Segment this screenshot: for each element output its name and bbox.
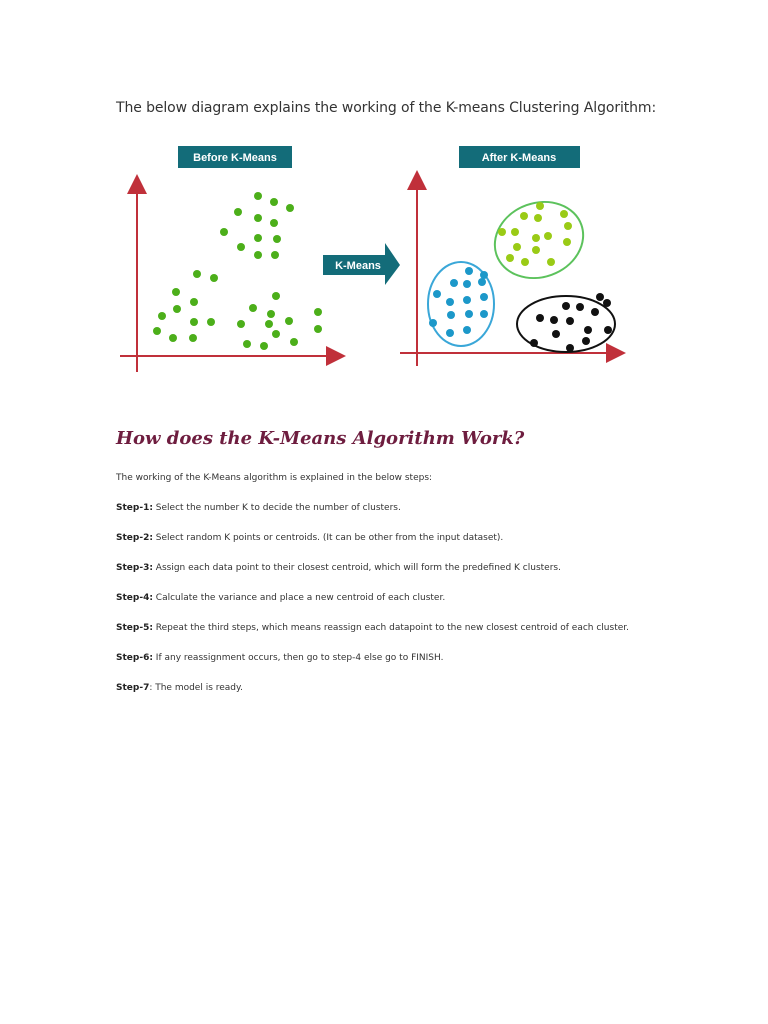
step-4	[116, 593, 445, 603]
before-point-28	[265, 320, 273, 328]
blue-point-12	[465, 310, 473, 318]
before-point-24	[272, 292, 280, 300]
step-4-label: Step-4:	[116, 593, 153, 603]
step-3-text: Assign each data point to their closest centroid, which will form the predefined K clusters.	[152, 563, 561, 573]
before-point-30	[314, 308, 322, 316]
before-point-13	[193, 270, 201, 278]
before-point-33	[290, 338, 298, 346]
step-4-text: Calculate the variance and place a new centroid of each cluster.	[152, 593, 446, 603]
before-point-7	[220, 228, 228, 236]
kmeans-arrow	[323, 243, 400, 285]
black-point-5	[566, 317, 574, 325]
lead-paragraph: The working of the K-Means algorithm is explained in the below steps:	[116, 473, 433, 483]
intro-text: The below diagram explains the working of the K-means Clustering Algorithm:	[116, 100, 657, 116]
step-7-label: Step-7	[116, 683, 150, 693]
black-point-12	[566, 344, 574, 352]
before-point-9	[273, 235, 281, 243]
blue-point-4	[463, 280, 471, 288]
lime-point-11	[532, 246, 540, 254]
blue-point-14	[446, 329, 454, 337]
before-point-2	[270, 198, 278, 206]
black-point-3	[562, 302, 570, 310]
before-point-3	[286, 204, 294, 212]
step-3-label: Step-3:	[116, 563, 153, 573]
step-2-text: Select random K points or centroids. (It can be other from the input dataset).	[152, 533, 504, 543]
step-5-text: Repeat the third steps, which means reassign each datapoint to the new closest centroid of each cluster.	[152, 623, 630, 633]
kmeans-arrow-label: K-Means	[335, 260, 381, 272]
black-point-7	[603, 299, 611, 307]
lime-point-12	[564, 222, 572, 230]
before-point-21	[169, 334, 177, 342]
lime-point-14	[506, 254, 514, 262]
step-6-label: Step-6:	[116, 653, 153, 663]
black-point-6	[591, 308, 599, 316]
step-2-label: Step-2:	[116, 533, 153, 543]
before-point-11	[254, 251, 262, 259]
black-point-14	[596, 293, 604, 301]
black-point-9	[604, 326, 612, 334]
before-point-27	[237, 320, 245, 328]
blue-point-3	[450, 279, 458, 287]
before-point-22	[189, 334, 197, 342]
step-1-text: Select the number K to decide the number of clusters.	[152, 503, 401, 513]
kmeans-diagram	[110, 140, 640, 380]
blue-point-11	[447, 311, 455, 319]
after-panel	[400, 146, 622, 366]
lime-point-8	[544, 232, 552, 240]
before-point-23	[153, 327, 161, 335]
section-heading: How does the K-Means Algorithm Work?	[116, 428, 525, 449]
lime-point-3	[536, 202, 544, 210]
before-point-5	[254, 214, 262, 222]
black-point-10	[552, 330, 560, 338]
step-1-label: Step-1:	[116, 503, 153, 513]
lime-point-9	[563, 238, 571, 246]
blue-point-7	[446, 298, 454, 306]
step-5	[116, 623, 629, 633]
step-5-label: Step-5:	[116, 623, 153, 633]
step-6-text: If any reassignment occurs, then go to step-4 else go to FINISH.	[152, 653, 444, 663]
step-2	[116, 533, 503, 543]
blue-point-5	[478, 278, 486, 286]
blue-point-1	[465, 267, 473, 275]
before-point-12	[271, 251, 279, 259]
before-point-29	[285, 317, 293, 325]
step-3	[116, 563, 561, 573]
before-point-25	[249, 304, 257, 312]
black-point-4	[576, 303, 584, 311]
before-point-31	[314, 325, 322, 333]
blue-point-2	[480, 271, 488, 279]
blue-point-8	[463, 296, 471, 304]
before-point-17	[158, 312, 166, 320]
before-point-18	[173, 305, 181, 313]
black-point-13	[582, 337, 590, 345]
before-point-14	[210, 274, 218, 282]
lime-point-10	[513, 243, 521, 251]
blue-point-10	[429, 319, 437, 327]
blue-point-6	[433, 290, 441, 298]
lime-point-5	[498, 228, 506, 236]
before-panel	[120, 146, 342, 372]
before-point-15	[172, 288, 180, 296]
lime-point-1	[520, 212, 528, 220]
before-points	[153, 192, 322, 350]
blue-point-15	[463, 326, 471, 334]
before-point-4	[234, 208, 242, 216]
black-point-2	[550, 316, 558, 324]
before-point-35	[260, 342, 268, 350]
before-point-16	[190, 298, 198, 306]
before-point-10	[237, 243, 245, 251]
lime-point-7	[532, 234, 540, 242]
step-7	[116, 683, 243, 693]
blue-point-9	[480, 293, 488, 301]
black-point-1	[536, 314, 544, 322]
step-7-text: : The model is ready.	[149, 683, 243, 693]
before-point-6	[270, 219, 278, 227]
black-point-11	[530, 339, 538, 347]
step-6	[116, 653, 443, 663]
lime-point-2	[534, 214, 542, 222]
before-point-26	[267, 310, 275, 318]
before-point-8	[254, 234, 262, 242]
blue-point-13	[480, 310, 488, 318]
lime-point-15	[521, 258, 529, 266]
before-point-1	[254, 192, 262, 200]
before-point-32	[272, 330, 280, 338]
lime-point-13	[547, 258, 555, 266]
before-point-19	[190, 318, 198, 326]
before-point-34	[243, 340, 251, 348]
black-point-8	[584, 326, 592, 334]
step-1	[116, 503, 401, 513]
lime-point-6	[511, 228, 519, 236]
before-label: Before K-Means	[193, 152, 277, 164]
before-point-20	[207, 318, 215, 326]
lime-point-4	[560, 210, 568, 218]
after-label: After K-Means	[481, 152, 557, 164]
